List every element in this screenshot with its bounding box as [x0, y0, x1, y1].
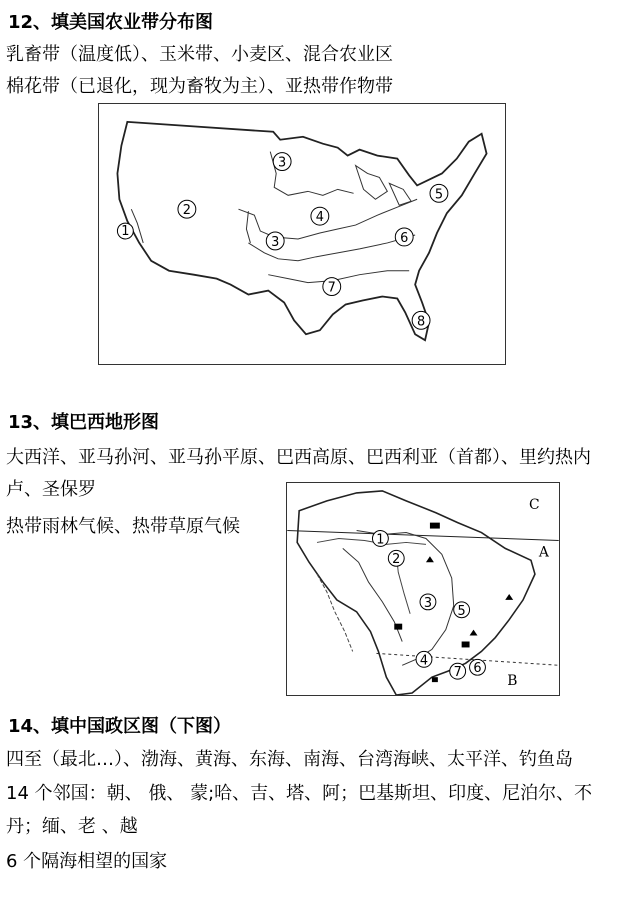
section-12-line-2: 棉花带（已退化，现为畜牧为主）、亚热带作物带 — [6, 76, 393, 97]
usa-marker-4: 4 — [315, 210, 324, 226]
brazil-terrain-map — [286, 482, 560, 696]
brazil-letter-b: B — [507, 673, 518, 690]
section-14-line-3: 丹；缅、老 、越 — [6, 816, 138, 837]
section-12-heading: 12、填美国农业带分布图 — [8, 12, 214, 33]
brazil-marker-5: 5 — [457, 603, 466, 619]
brazil-map-drawing — [287, 483, 559, 695]
section-13-line-3: 热带雨林气候、热带草原气候 — [6, 516, 240, 537]
section-14-line-1: 四至（最北…）、渤海、黄海、东海、南海、台湾海峡、太平洋、钓鱼岛 — [6, 749, 573, 770]
brazil-letter-a: A — [538, 544, 549, 561]
usa-outline — [117, 122, 486, 340]
usa-marker-1: 1 — [121, 223, 130, 239]
usa-map-drawing — [99, 104, 505, 364]
brazil-marker-2: 2 — [392, 552, 401, 568]
section-14-heading: 14、填中国政区图（下图） — [8, 716, 232, 737]
brazil-map-markers — [372, 531, 485, 681]
brazil-marker-7: 7 — [453, 665, 462, 681]
section-14-line-4: 6 个隔海相望的国家 — [6, 851, 168, 872]
usa-marker-8: 8 — [416, 314, 426, 330]
south-america-outline — [297, 491, 535, 695]
section-13-line-2: 卢、圣保罗 — [6, 479, 96, 500]
usa-marker-2: 2 — [182, 203, 191, 219]
brazil-marker-6: 6 — [473, 661, 482, 677]
usa-marker-3-south: 3 — [271, 234, 280, 250]
brazil-marker-4: 4 — [419, 653, 429, 669]
usa-marker-5: 5 — [434, 187, 444, 203]
brazil-letter-c: C — [529, 496, 540, 513]
section-12-line-1: 乳畜带（温度低）、玉米带、小麦区、混合农业区 — [6, 44, 393, 65]
section-13-heading: 13、填巴西地形图 — [8, 412, 160, 433]
section-13-line-1: 大西洋、亚马孙河、亚马孙平原、巴西高原、巴西利亚（首都）、里约热内 — [6, 447, 591, 468]
usa-marker-3-north: 3 — [278, 155, 287, 171]
usa-map-markers — [117, 153, 447, 330]
brazil-marker-3: 3 — [423, 595, 433, 611]
brazil-marker-1: 1 — [376, 532, 385, 548]
usa-marker-6: 6 — [400, 230, 409, 246]
section-14-line-2: 14 个邻国：朝、 俄、 蒙;哈、吉、塔、阿；巴基斯坦、印度、尼泊尔、不 — [6, 783, 593, 804]
usa-marker-7: 7 — [327, 280, 336, 296]
usa-agriculture-map — [98, 103, 506, 365]
